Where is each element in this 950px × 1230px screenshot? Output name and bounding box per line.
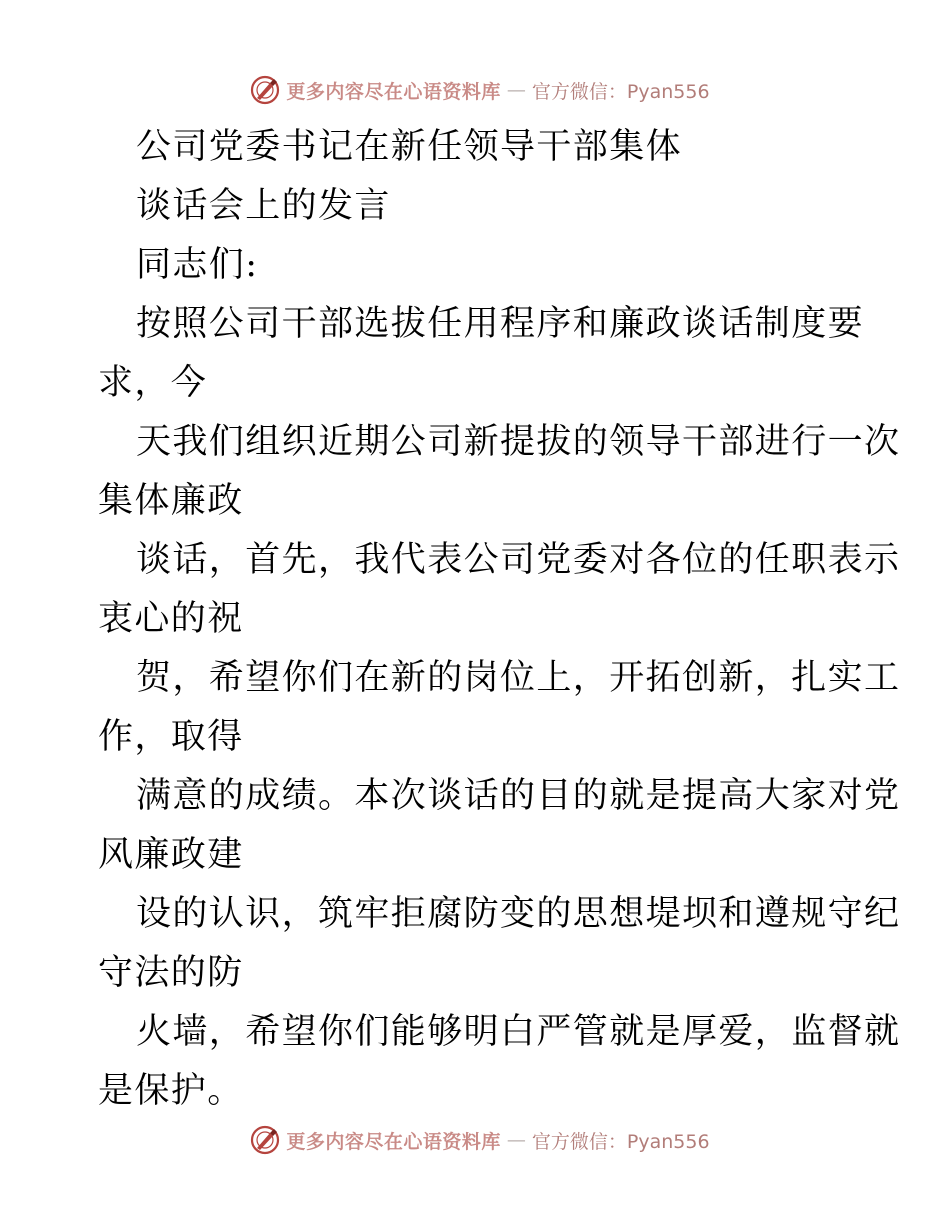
pen-logo-icon xyxy=(250,75,280,105)
salutation: 同志们: xyxy=(136,245,259,285)
document-body xyxy=(98,118,901,1121)
pen-logo-icon xyxy=(250,1125,280,1155)
header-watermark-banner xyxy=(0,70,950,110)
banner-site-name: 更多内容尽在心语资料库 xyxy=(286,1130,501,1153)
paragraph-line: 按照公司干部选拔任用程序和廉政谈话制度要 xyxy=(136,304,865,344)
document-title-line-1: 公司党委书记在新任领导干部集体 xyxy=(136,127,683,167)
paragraph-line: 守法的防 xyxy=(98,953,244,993)
banner-wechat-id: 官方微信：Pyan556 xyxy=(531,80,710,103)
paragraph-line: 风廉政建 xyxy=(98,835,244,875)
paragraph-line: 作，取得 xyxy=(98,717,244,757)
paragraph-line: 贺，希望你们在新的岗位上，开拓创新，扎实工 xyxy=(136,658,901,698)
paragraph-line: 集体廉政 xyxy=(98,481,244,521)
paragraph-line: 满意的成绩。本次谈话的目的就是提高大家对党 xyxy=(136,776,901,816)
banner-site-name: 更多内容尽在心语资料库 xyxy=(286,80,501,103)
paragraph-line: 谈话，首先，我代表公司党委对各位的任职表示 xyxy=(136,540,901,580)
paragraph-line: 是保护。 xyxy=(98,1071,244,1111)
banner-dash: — xyxy=(506,1129,526,1151)
banner-wechat-id: 官方微信：Pyan556 xyxy=(531,1130,710,1153)
banner-dash: — xyxy=(506,79,526,101)
paragraph-line: 设的认识，筑牢拒腐防变的思想堤坝和遵规守纪 xyxy=(136,894,901,934)
paragraph-line: 火墙，希望你们能够明白严管就是厚爱，监督就 xyxy=(136,1012,901,1052)
paragraph-line: 求，今 xyxy=(98,363,208,403)
paragraph-line: 衷心的祝 xyxy=(98,599,244,639)
paragraph-line: 天我们组织近期公司新提拔的领导干部进行一次 xyxy=(136,422,901,462)
document-title-line-2: 谈话会上的发言 xyxy=(136,186,391,226)
footer-watermark-banner xyxy=(0,1120,950,1160)
